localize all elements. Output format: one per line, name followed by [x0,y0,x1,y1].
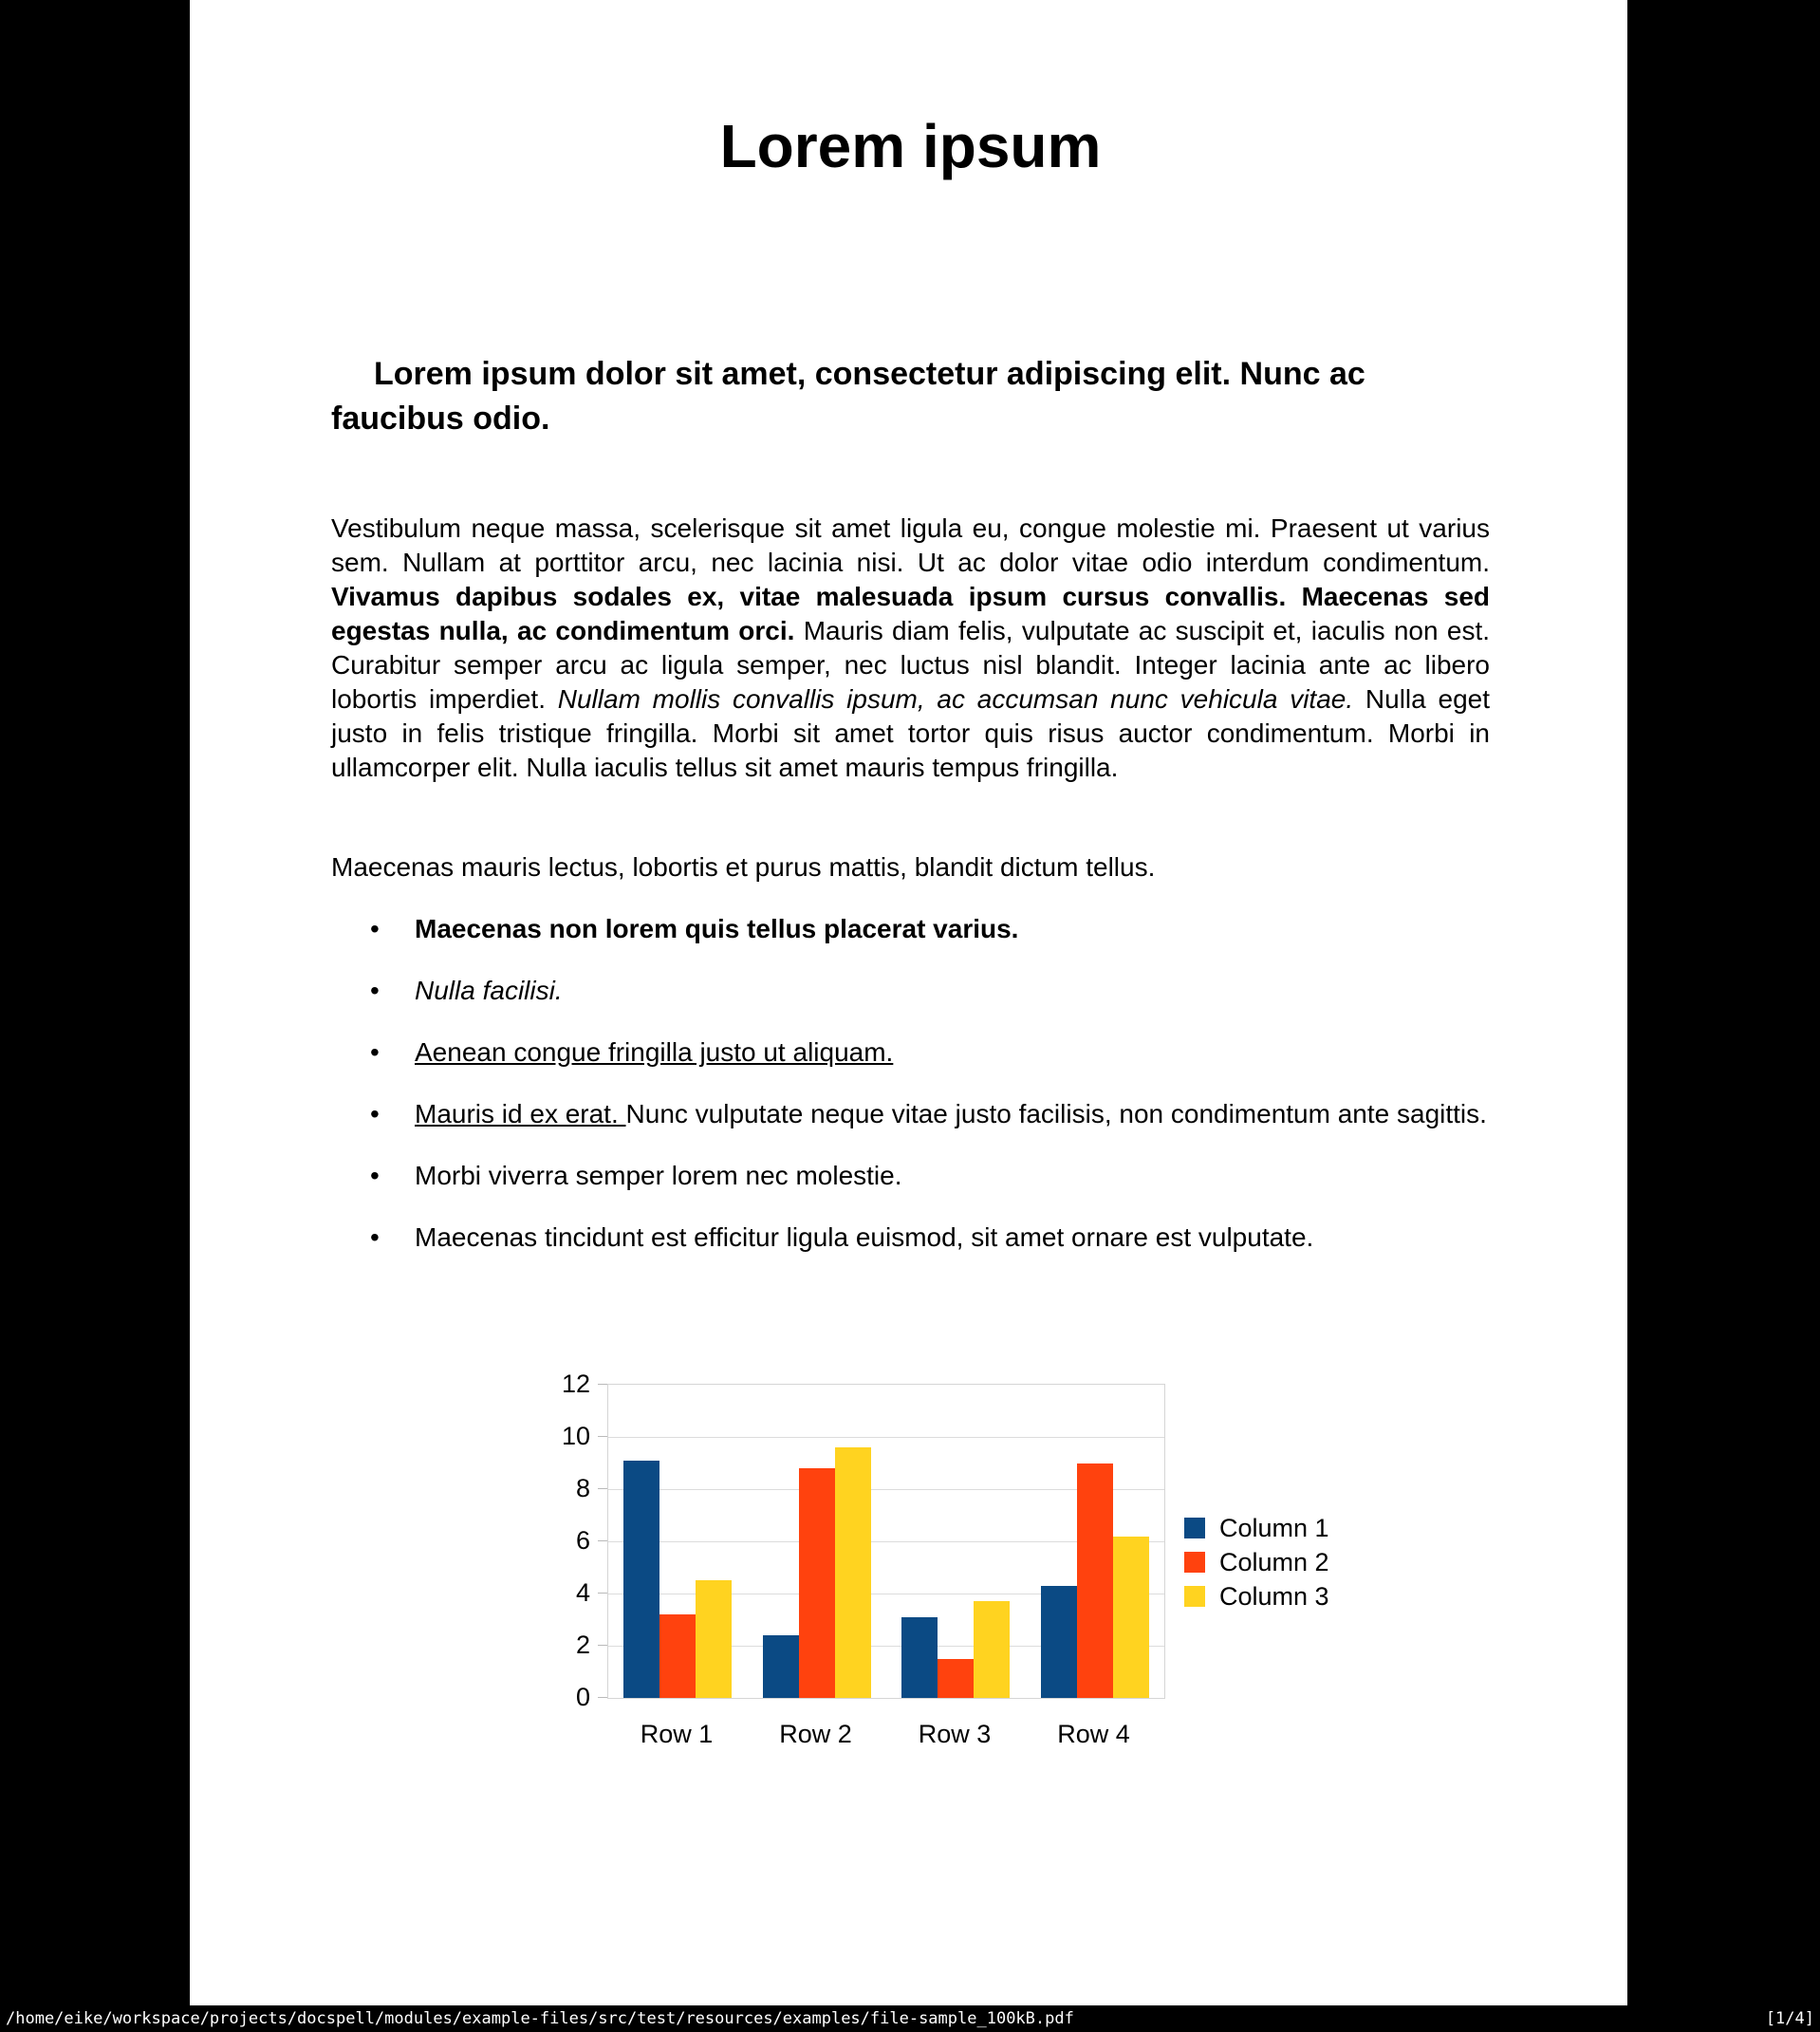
text-segment: Vivamus dapibus sodales ex, vitae malesuada ipsum cursus convallis. Maecenas sed egestas nulla, ac condimentum orci. [331,582,1490,645]
text-segment: Maecenas tincidunt est efficitur ligula euismod, sit amet ornare est vulputate. [415,1222,1314,1252]
x-category-label: Row 3 [918,1720,992,1748]
bar-row4-column3 [1113,1537,1149,1699]
document-title: Lorem ipsum [719,112,1102,180]
y-tick-label: 12 [561,1370,590,1398]
bar-row4-column2 [1077,1463,1113,1699]
bar-chart [331,1282,1490,1776]
body-paragraph [331,512,1490,819]
bar-row2-column2 [799,1468,835,1698]
x-category-label: Row 2 [779,1720,852,1748]
legend-label: Column 2 [1219,1547,1329,1576]
bar-row3-column3 [974,1601,1010,1698]
text-segment: Morbi viverra semper lorem nec molestie. [415,1161,902,1190]
legend-label: Column 3 [1219,1581,1329,1611]
document-subtitle: Lorem ipsum dolor sit amet, consectetur adipiscing elit. Nunc ac faucibus odio. [331,356,1365,437]
legend-swatch-icon [1184,1518,1205,1538]
viewer-statusbar [0,2005,1820,2032]
chart-plot-area [607,1384,1165,1699]
list-item [415,912,1490,946]
list-item [415,1035,1490,1070]
text-segment: Maecenas non lorem quis tellus placerat varius. [415,914,1019,943]
page-content [331,0,1490,1776]
legend-label: Column 1 [1219,1513,1329,1542]
bar-row1-column3 [696,1580,732,1698]
y-tick-label: 4 [575,1578,590,1607]
bar-row2-column3 [835,1447,871,1698]
statusbar-file-path: /home/eike/workspace/projects/docspell/modules/example-files/src/test/resources/examples/file-sample_100kB.pdf [6,2009,1074,2028]
list-item [415,974,1490,1008]
y-tick-mark [598,1645,607,1646]
y-tick-mark [598,1384,607,1385]
legend-item [1184,1579,1329,1613]
list-item [415,1097,1490,1131]
bar-row2-column1 [763,1635,799,1698]
y-tick-mark [598,1436,607,1437]
pdf-page[interactable] [190,0,1627,2032]
list-item [415,1159,1490,1193]
text-segment: Mauris diam felis, vulputate ac suscipit et, iaculis non est. Curabitur semper arcu ac ligula semper, nec luctus nisl blandit. Integer lacinia ante ac libero lobortis imperdiet. [331,616,1491,714]
legend-swatch-icon [1184,1586,1205,1607]
bar-row1-column2 [659,1614,696,1698]
list-item [415,1221,1490,1255]
y-tick-mark [598,1540,607,1541]
bar-row4-column1 [1041,1586,1077,1698]
body-paragraph: Maecenas mauris lectus, lobortis et purus mattis, blandit dictum tellus. [331,852,1156,882]
legend-swatch-icon [1184,1552,1205,1573]
bar-row3-column2 [938,1659,974,1698]
statusbar-page-indicator: [1/4] [1765,2009,1814,2028]
text-segment: Nulla eget justo in felis tristique fringilla. Morbi sit amet tortor quis risus auctor condimentum. Morbi in ullamcorper elit. Nulla iaculis tellus sit amet mauris tempus fringilla. [331,684,1490,782]
gridline [608,1437,1164,1438]
y-tick-label: 0 [575,1683,590,1711]
text-segment: Vestibulum neque massa, scelerisque sit amet ligula eu, congue molestie mi. Praesent ut varius sem. Nullam at porttitor arcu, nec lacinia nisi. Ut ac dolor vitae odio interdum condimentum. [331,513,1490,577]
bar-row3-column1 [901,1617,938,1698]
x-category-label: Row 1 [640,1720,714,1748]
legend-item [1184,1511,1329,1545]
y-tick-label: 6 [575,1526,590,1555]
y-tick-mark [598,1697,607,1698]
y-tick-label: 10 [561,1422,590,1450]
text-segment: Nullam mollis convallis ipsum, ac accumsan nunc vehicula vitae. [557,684,1365,714]
x-category-label: Row 4 [1057,1720,1130,1748]
legend-item [1184,1545,1329,1579]
text-segment: Nunc vulputate neque vitae justo facilisis, non condimentum ante sagittis. [625,1099,1487,1128]
bullet-list [331,912,1490,1255]
bar-row1-column1 [623,1461,659,1698]
y-tick-mark [598,1593,607,1594]
y-tick-mark [598,1488,607,1489]
y-tick-label: 2 [575,1631,590,1659]
chart-legend [1184,1511,1329,1613]
text-segment: Nulla facilisi. [415,976,563,1005]
text-segment: Aenean congue fringilla justo ut aliquam. [415,1037,894,1067]
y-tick-label: 8 [575,1474,590,1502]
text-segment: Mauris id ex erat. [415,1099,626,1128]
